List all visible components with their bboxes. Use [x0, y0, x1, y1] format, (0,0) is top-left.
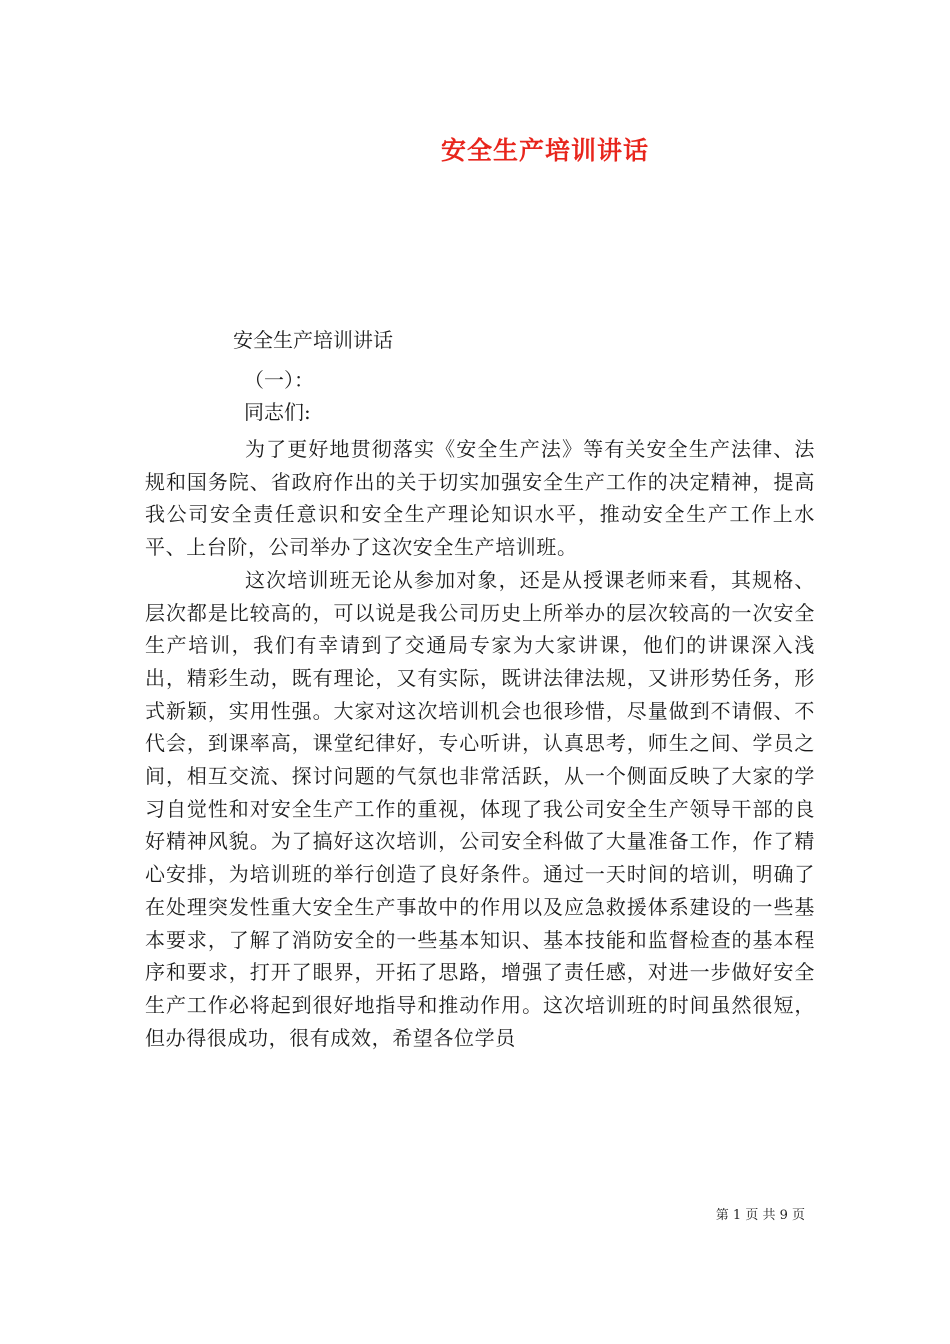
- paragraph-2: 这次培训班无论从参加对象，还是从授课老师来看，其规格、层次都是比较高的，可以说是我公司历史上所举办的层次较高的一次安全生产培训，我们有幸请到了交通局专家为大家讲课，他们的讲课深入浅出，精彩生动，既有理论，又有实际，既讲法律法规，又讲形势任务，形式新颖，实用性强。大家对这次培训机会也很珍惜，尽量做到不请假、不代会，到课率高，课堂纪律好，专心听讲，认真思考，师生之间、学员之间，相互交流、探讨问题的气氛也非常活跃，从一个侧面反映了大家的学习自觉性和对安全生产工作的重视，体现了我公司安全生产领导干部的良好精神风貌。为了搞好这次培训，公司安全科做了大量准备工作，作了精心安排，为培训班的举行创造了良好条件。通过一天时间的培训，明确了在处理突发性重大安全生产事故中的作用以及应急救援体系建设的一些基本要求，了解了消防安全的一些基本知识、基本技能和监督检查的基本程序和要求，打开了眼界，开拓了思路，增强了责任感，对进一步做好安全生产工作必将起到很好地指导和推动作用。这次培训班的时间虽然很短，但办得很成功，很有成效，希望各位学员: [145, 567, 815, 1050]
- section-number: （一）：: [244, 368, 314, 392]
- document-body: [145, 433, 815, 1054]
- document-subtitle: 安全生产培训讲话: [233, 328, 393, 352]
- page-indicator: 第 1 页 共 9 页: [715, 1208, 805, 1223]
- paragraph-1: 为了更好地贯彻落实《安全生产法》等有关安全生产法律、法规和国务院、省政府作出的关于切实加强安全生产工作的决定精神，提高我公司安全责任意识和安全生产理论知识水平，推动安全生产工作上水平、上台阶，公司举办了这次安全生产培训班。: [145, 437, 815, 560]
- salutation: 同志们:: [244, 400, 311, 424]
- document-title: 安全生产培训讲话: [440, 136, 649, 165]
